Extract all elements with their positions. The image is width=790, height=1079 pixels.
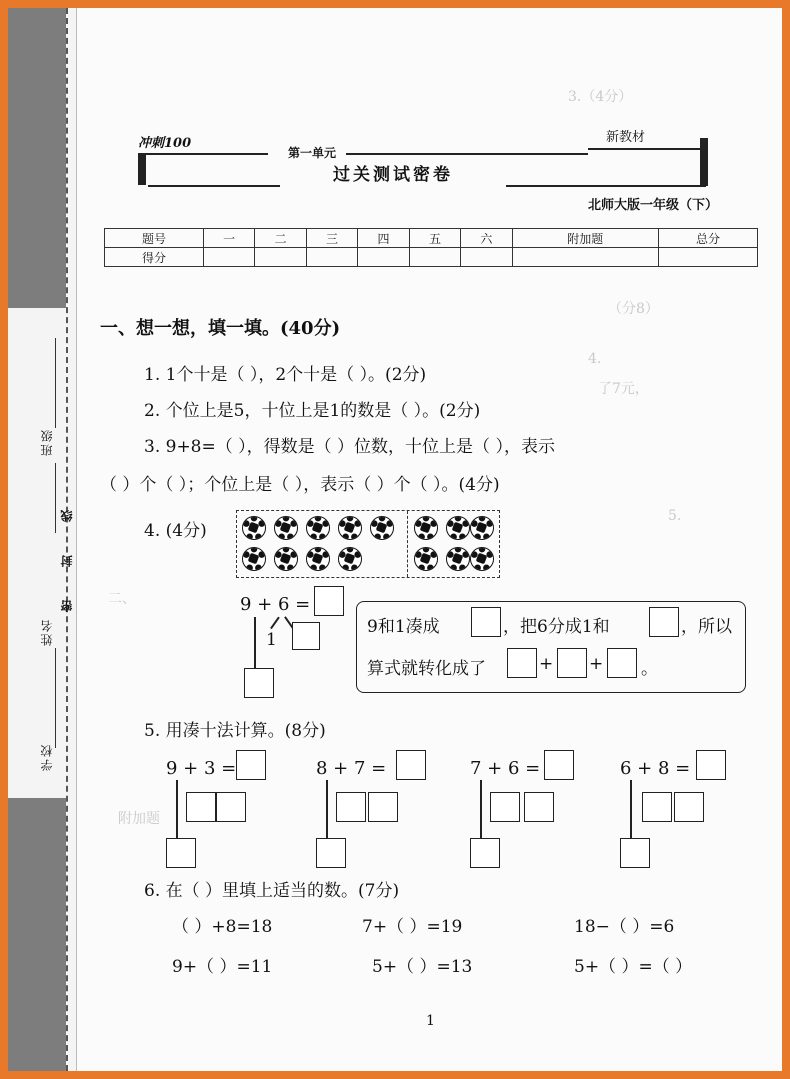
q6-item: 5+（ ）=（ ） <box>574 957 693 977</box>
q5-sum-box[interactable] <box>316 838 346 868</box>
q6-item: 5+（ ）=13 <box>372 957 473 977</box>
q4-note-part-d: 算式就转化成了 <box>367 659 486 679</box>
score-cell-total[interactable] <box>658 248 757 267</box>
q5-equation: 6 + 8 = <box>620 758 691 779</box>
soccer-ball-icon <box>306 547 330 571</box>
show-through-text: （分8） <box>608 301 659 317</box>
header-bar-right <box>700 138 708 186</box>
q5-bracket-line <box>326 780 328 842</box>
question-4-label: 4. (4分) <box>144 521 207 541</box>
score-cell-2[interactable] <box>255 248 306 267</box>
q4-note-box-4[interactable] <box>557 648 587 678</box>
q5-problem-3 <box>470 750 620 870</box>
exam-title: 过关测试密卷 <box>333 165 453 185</box>
name-underline-2 <box>55 648 56 748</box>
q4-note-part-c: ，所以 <box>681 617 732 637</box>
q4-note-end: 。 <box>641 659 658 679</box>
soccer-ball-icon <box>242 516 266 540</box>
q5-problem-2 <box>316 750 466 870</box>
q5-split-box[interactable] <box>336 792 366 822</box>
score-table-cell: 总分 <box>658 229 757 248</box>
show-through-text: 5. <box>668 508 682 524</box>
header-bar-left <box>138 153 146 185</box>
soccer-ball-icon <box>306 516 330 540</box>
q5-answer-box[interactable] <box>696 750 726 780</box>
score-cell-1[interactable] <box>203 248 254 267</box>
q5-equation: 8 + 7 = <box>316 758 387 779</box>
soccer-ball-icon <box>446 516 470 540</box>
score-table-cell: 得分 <box>105 248 204 267</box>
header-rule-bottom-right <box>506 185 706 187</box>
tag-label: 新教材 <box>606 130 646 145</box>
score-table-cell: 三 <box>306 229 357 248</box>
q6-item: 18−（ ）=6 <box>574 917 675 937</box>
score-table <box>104 228 758 267</box>
header-rule-right <box>588 148 708 150</box>
q4-note-part-a: 9和1凑成 <box>367 617 440 637</box>
show-through-text: 3.（4分） <box>568 89 633 105</box>
score-table-score-row <box>105 248 758 267</box>
header-rule-left <box>138 153 268 155</box>
q5-sum-box[interactable] <box>470 838 500 868</box>
q4-sum-box[interactable] <box>244 668 274 698</box>
section1-heading: 一、想一想，填一填。(40分) <box>100 318 341 339</box>
school-label: 学校 <box>40 743 54 771</box>
question-5: 5. 用凑十法计算。(8分) <box>144 721 326 741</box>
binding-strip <box>8 8 77 1071</box>
edition-label: 北师大版一年级（下） <box>588 198 719 213</box>
score-table-cell: 四 <box>358 229 409 248</box>
ten-divider <box>407 511 408 577</box>
header-rule-mid <box>346 153 588 155</box>
name-underline-1 <box>55 463 56 533</box>
q4-note-box-2[interactable] <box>649 607 679 637</box>
q4-note-box-3[interactable] <box>507 648 537 678</box>
name-label: 姓名 <box>40 618 54 646</box>
show-through-text: 4. <box>588 351 602 367</box>
score-cell-5[interactable] <box>409 248 460 267</box>
soccer-ball-icon <box>414 547 438 571</box>
score-table-cell: 二 <box>255 229 306 248</box>
binding-gray-top <box>8 8 66 308</box>
q4-note-box-1[interactable] <box>471 607 501 637</box>
q5-bracket-line <box>176 780 178 842</box>
soccer-ball-icon <box>370 516 394 540</box>
score-table-cell: 题号 <box>105 229 204 248</box>
score-cell-6[interactable] <box>461 248 512 267</box>
score-table-cell: 附加题 <box>512 229 658 248</box>
q5-equation: 7 + 6 = <box>470 758 541 779</box>
question-3-line1: 3. 9+8=（ ），得数是（ ）位数，十位上是（ ），表示 <box>144 437 555 457</box>
soccer-ball-icon <box>274 547 298 571</box>
class-underline <box>55 338 56 428</box>
q4-explanation-box <box>356 601 746 693</box>
q5-answer-box[interactable] <box>544 750 574 780</box>
q5-split-box[interactable] <box>490 792 520 822</box>
q5-bracket-line <box>480 780 482 842</box>
q4-equation: 9 + 6 = <box>240 594 311 615</box>
soccer-ball-icon <box>414 516 438 540</box>
q4-note-part-b: ，把6分成1和 <box>503 617 610 637</box>
question-1: 1. 1个十是（ ），2个十是（ ）。(2分) <box>144 365 427 385</box>
q5-sum-box[interactable] <box>166 838 196 868</box>
q4-note-box-5[interactable] <box>607 648 637 678</box>
q5-answer-box[interactable] <box>396 750 426 780</box>
show-through-text: 附加题 <box>118 811 160 827</box>
q5-equation: 9 + 3 = <box>166 758 237 779</box>
q4-split-one: 1 <box>266 630 277 650</box>
score-table-cell: 六 <box>461 229 512 248</box>
score-table-header-row <box>105 229 758 248</box>
score-cell-3[interactable] <box>306 248 357 267</box>
soccer-ball-group <box>236 510 500 578</box>
q5-split-box[interactable] <box>524 792 554 822</box>
q5-answer-box[interactable] <box>236 750 266 780</box>
question-2: 2. 个位上是5，十位上是1的数是（ ）。(2分) <box>144 401 481 421</box>
q4-note-plus: + <box>539 654 554 674</box>
q6-item: （ ）+8=18 <box>172 917 273 937</box>
q5-bracket-line <box>630 780 632 842</box>
show-through-text: 二、 <box>108 591 136 607</box>
class-label: 班级 <box>40 428 54 456</box>
unit-label: 第一单元 <box>288 146 337 160</box>
seal-char-xian: 线 <box>60 508 74 522</box>
q6-item: 7+（ ）=19 <box>362 917 463 937</box>
q4-bracket-line <box>254 617 256 669</box>
q5-split-box[interactable] <box>642 792 672 822</box>
q5-sum-box[interactable] <box>620 838 650 868</box>
question-3-line2: （ ）个（ ）；个位上是（ ），表示（ ）个（ ）。(4分) <box>100 475 500 495</box>
soccer-ball-icon <box>470 516 494 540</box>
exam-page <box>8 8 782 1071</box>
q4-answer-box[interactable] <box>314 586 344 616</box>
seal-char-mi: 密 <box>60 598 74 612</box>
binding-gray-bottom <box>8 798 66 1071</box>
q5-split-box[interactable] <box>674 792 704 822</box>
soccer-ball-icon <box>242 547 266 571</box>
score-table-cell: 五 <box>409 229 460 248</box>
q5-split-box[interactable] <box>186 792 216 822</box>
show-through-text: 了7元， <box>598 381 649 397</box>
q4-split-box[interactable] <box>292 622 320 650</box>
header-rule-bottom-left <box>148 185 280 187</box>
soccer-ball-icon <box>338 516 362 540</box>
binding-dashed-line <box>66 8 68 1071</box>
q5-split-box[interactable] <box>216 792 246 822</box>
q4-split-line-left <box>270 617 279 629</box>
question-6: 6. 在（ ）里填上适当的数。(7分) <box>144 881 400 901</box>
page-number: 1 <box>426 1013 435 1029</box>
seal-char-feng: 封 <box>60 553 74 567</box>
soccer-ball-icon <box>470 547 494 571</box>
q5-problem-4 <box>620 750 760 870</box>
series-label: 冲刺100 <box>138 136 192 151</box>
q6-item: 9+（ ）=11 <box>172 957 273 977</box>
q4-note-plus: + <box>589 654 604 674</box>
q5-split-box[interactable] <box>368 792 398 822</box>
q5-problem-1 <box>166 750 316 870</box>
soccer-ball-icon <box>446 547 470 571</box>
soccer-ball-icon <box>338 547 362 571</box>
soccer-ball-icon <box>274 516 298 540</box>
score-cell-bonus[interactable] <box>512 248 658 267</box>
score-cell-4[interactable] <box>358 248 409 267</box>
score-table-cell: 一 <box>203 229 254 248</box>
